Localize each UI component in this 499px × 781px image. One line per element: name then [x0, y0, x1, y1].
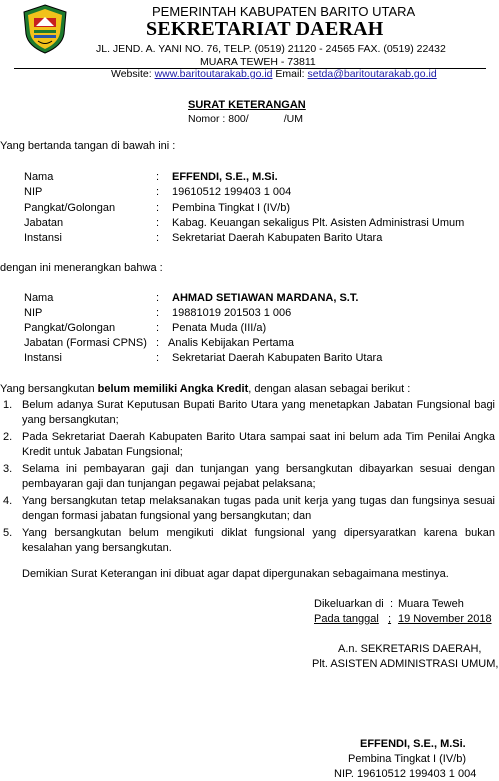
- field-value: Penata Muda (III/a): [172, 322, 267, 334]
- field-label: Jabatan (Formasi CPNS): [24, 337, 147, 349]
- field-colon: :: [156, 186, 160, 198]
- list-item: [0, 526, 499, 556]
- issued-place-colon: :: [390, 598, 394, 610]
- list-text: Yang bersangkutan tetap melaksanakan tugas pada unit kerja yang tugas dan fungsinya sesuai dengan formasi jabatan fungsional yang bersangkutan; dan: [22, 495, 495, 522]
- kop-contact: [111, 68, 437, 80]
- list-item: [0, 398, 499, 428]
- on-behalf-line2: Plt. ASISTEN ADMINISTRASI UMUM,: [312, 658, 499, 670]
- field-label: Jabatan: [24, 217, 64, 229]
- field-value: EFFENDI, S.E., M.Si.: [172, 171, 278, 183]
- issued-place-label: Dikeluarkan di: [314, 598, 384, 610]
- field-label: Instansi: [24, 352, 62, 364]
- field-colon: :: [156, 202, 160, 214]
- website-label: Website:: [111, 68, 152, 80]
- on-behalf-line1: A.n. SEKRETARIS DAERAH,: [338, 643, 482, 655]
- field-value: Kabag. Keuangan sekaligus Plt. Asisten Administrasi Umum: [172, 217, 465, 229]
- intro-text: Yang bertanda tangan di bawah ini :: [0, 140, 176, 152]
- list-item: [0, 462, 499, 492]
- declare-text: dengan ini menerangkan bahwa :: [0, 262, 163, 274]
- list-text: Belum adanya Surat Keputusan Bupati Barito Utara yang menetapkan Jabatan Fungsional bagi yang bersangkutan;: [22, 399, 495, 426]
- issued-date-colon: ;: [388, 613, 392, 625]
- reason-intro-pre: Yang bersangkutan: [0, 383, 98, 395]
- kop-line1: PEMERINTAH KABUPATEN BARITO UTARA: [152, 4, 416, 19]
- kop-address2: MUARA TEWEH - 73811: [200, 56, 316, 68]
- field-value: 19881019 201503 1 006: [172, 307, 292, 319]
- signer-nip: NIP. 19610512 199403 1 004: [334, 768, 477, 780]
- kop-line2: SEKRETARIAT DAERAH: [146, 18, 384, 40]
- list-text: Pada Sekretariat Daerah Kabupaten Barito Utara sampai saat ini belum ada Tim Penilai Angka Kredit untuk Jabatan Fungsional;: [22, 431, 495, 458]
- field-label: Pangkat/Golongan: [24, 322, 116, 334]
- field-label: Instansi: [24, 232, 62, 244]
- email-label: Email:: [275, 68, 305, 80]
- field-colon: :: [156, 171, 160, 183]
- email-link[interactable]: setda@baritoutarakab.go.id: [307, 68, 437, 80]
- field-value: Sekretariat Daerah Kabupaten Barito Utara: [172, 352, 383, 364]
- regency-emblem-icon: [22, 4, 68, 54]
- issued-place: Muara Teweh: [398, 598, 464, 610]
- reason-intro-bold: belum memiliki Angka Kredit: [97, 383, 249, 395]
- kop-address1: JL. JEND. A. YANI NO. 76, TELP. (0519) 21120 - 24565 FAX. (0519) 22432: [96, 43, 446, 55]
- website-link[interactable]: www.baritoutarakab.go.id: [154, 68, 273, 80]
- field-colon: :: [156, 307, 160, 319]
- issued-date: 19 November 2018: [398, 613, 492, 625]
- field-value: Pembina Tingkat I (IV/b): [172, 202, 290, 214]
- document-number: Nomor : 800/ /UM: [188, 113, 303, 125]
- document-title: SURAT KETERANGAN: [188, 99, 306, 111]
- list-number: 5.: [3, 527, 13, 539]
- field-value: 19610512 199403 1 004: [172, 186, 292, 198]
- reason-intro-post: , dengan alasan sebagai berikut :: [248, 383, 411, 395]
- field-label: NIP: [24, 307, 43, 319]
- field-colon: :: [156, 337, 160, 349]
- field-label: NIP: [24, 186, 43, 198]
- signer-rank: Pembina Tingkat I (IV/b): [348, 753, 466, 765]
- reason-intro: [0, 383, 410, 395]
- signer-name: EFFENDI, S.E., M.Si.: [360, 738, 466, 750]
- list-text: Yang bersangkutan belum mengikuti diklat fungsional yang dipersyaratkan karena bukan kesalahan yang bersangkutan.: [22, 527, 495, 554]
- field-colon: :: [156, 322, 160, 334]
- field-colon: :: [156, 352, 160, 364]
- field-label: Pangkat/Golongan: [24, 202, 116, 214]
- closing-text: Demikian Surat Keterangan ini dibuat agar dapat dipergunakan sebagaimana mestinya.: [22, 568, 449, 580]
- list-item: [0, 430, 499, 460]
- field-value: Sekretariat Daerah Kabupaten Barito Utara: [172, 232, 383, 244]
- field-value: AHMAD SETIAWAN MARDANA, S.T.: [172, 292, 359, 304]
- field-colon: :: [156, 232, 160, 244]
- list-number: 2.: [3, 431, 13, 443]
- list-item: [0, 494, 499, 524]
- field-label: Nama: [24, 292, 54, 304]
- field-colon: :: [156, 292, 160, 304]
- reason-list: [0, 398, 499, 558]
- field-label: Nama: [24, 171, 54, 183]
- list-number: 1.: [3, 399, 13, 411]
- list-text: Selama ini pembayaran gaji dan tunjangan yang bersangkutan dibayarkan sesuai dengan pembayaran gaji dan tunjangan pegawai pejabat pelaksana;: [22, 463, 495, 490]
- field-value: Analis Kebijakan Pertama: [168, 337, 294, 349]
- list-number: 4.: [3, 495, 13, 507]
- field-colon: :: [156, 217, 160, 229]
- issued-date-label: Pada tanggal: [314, 613, 379, 625]
- list-number: 3.: [3, 463, 13, 475]
